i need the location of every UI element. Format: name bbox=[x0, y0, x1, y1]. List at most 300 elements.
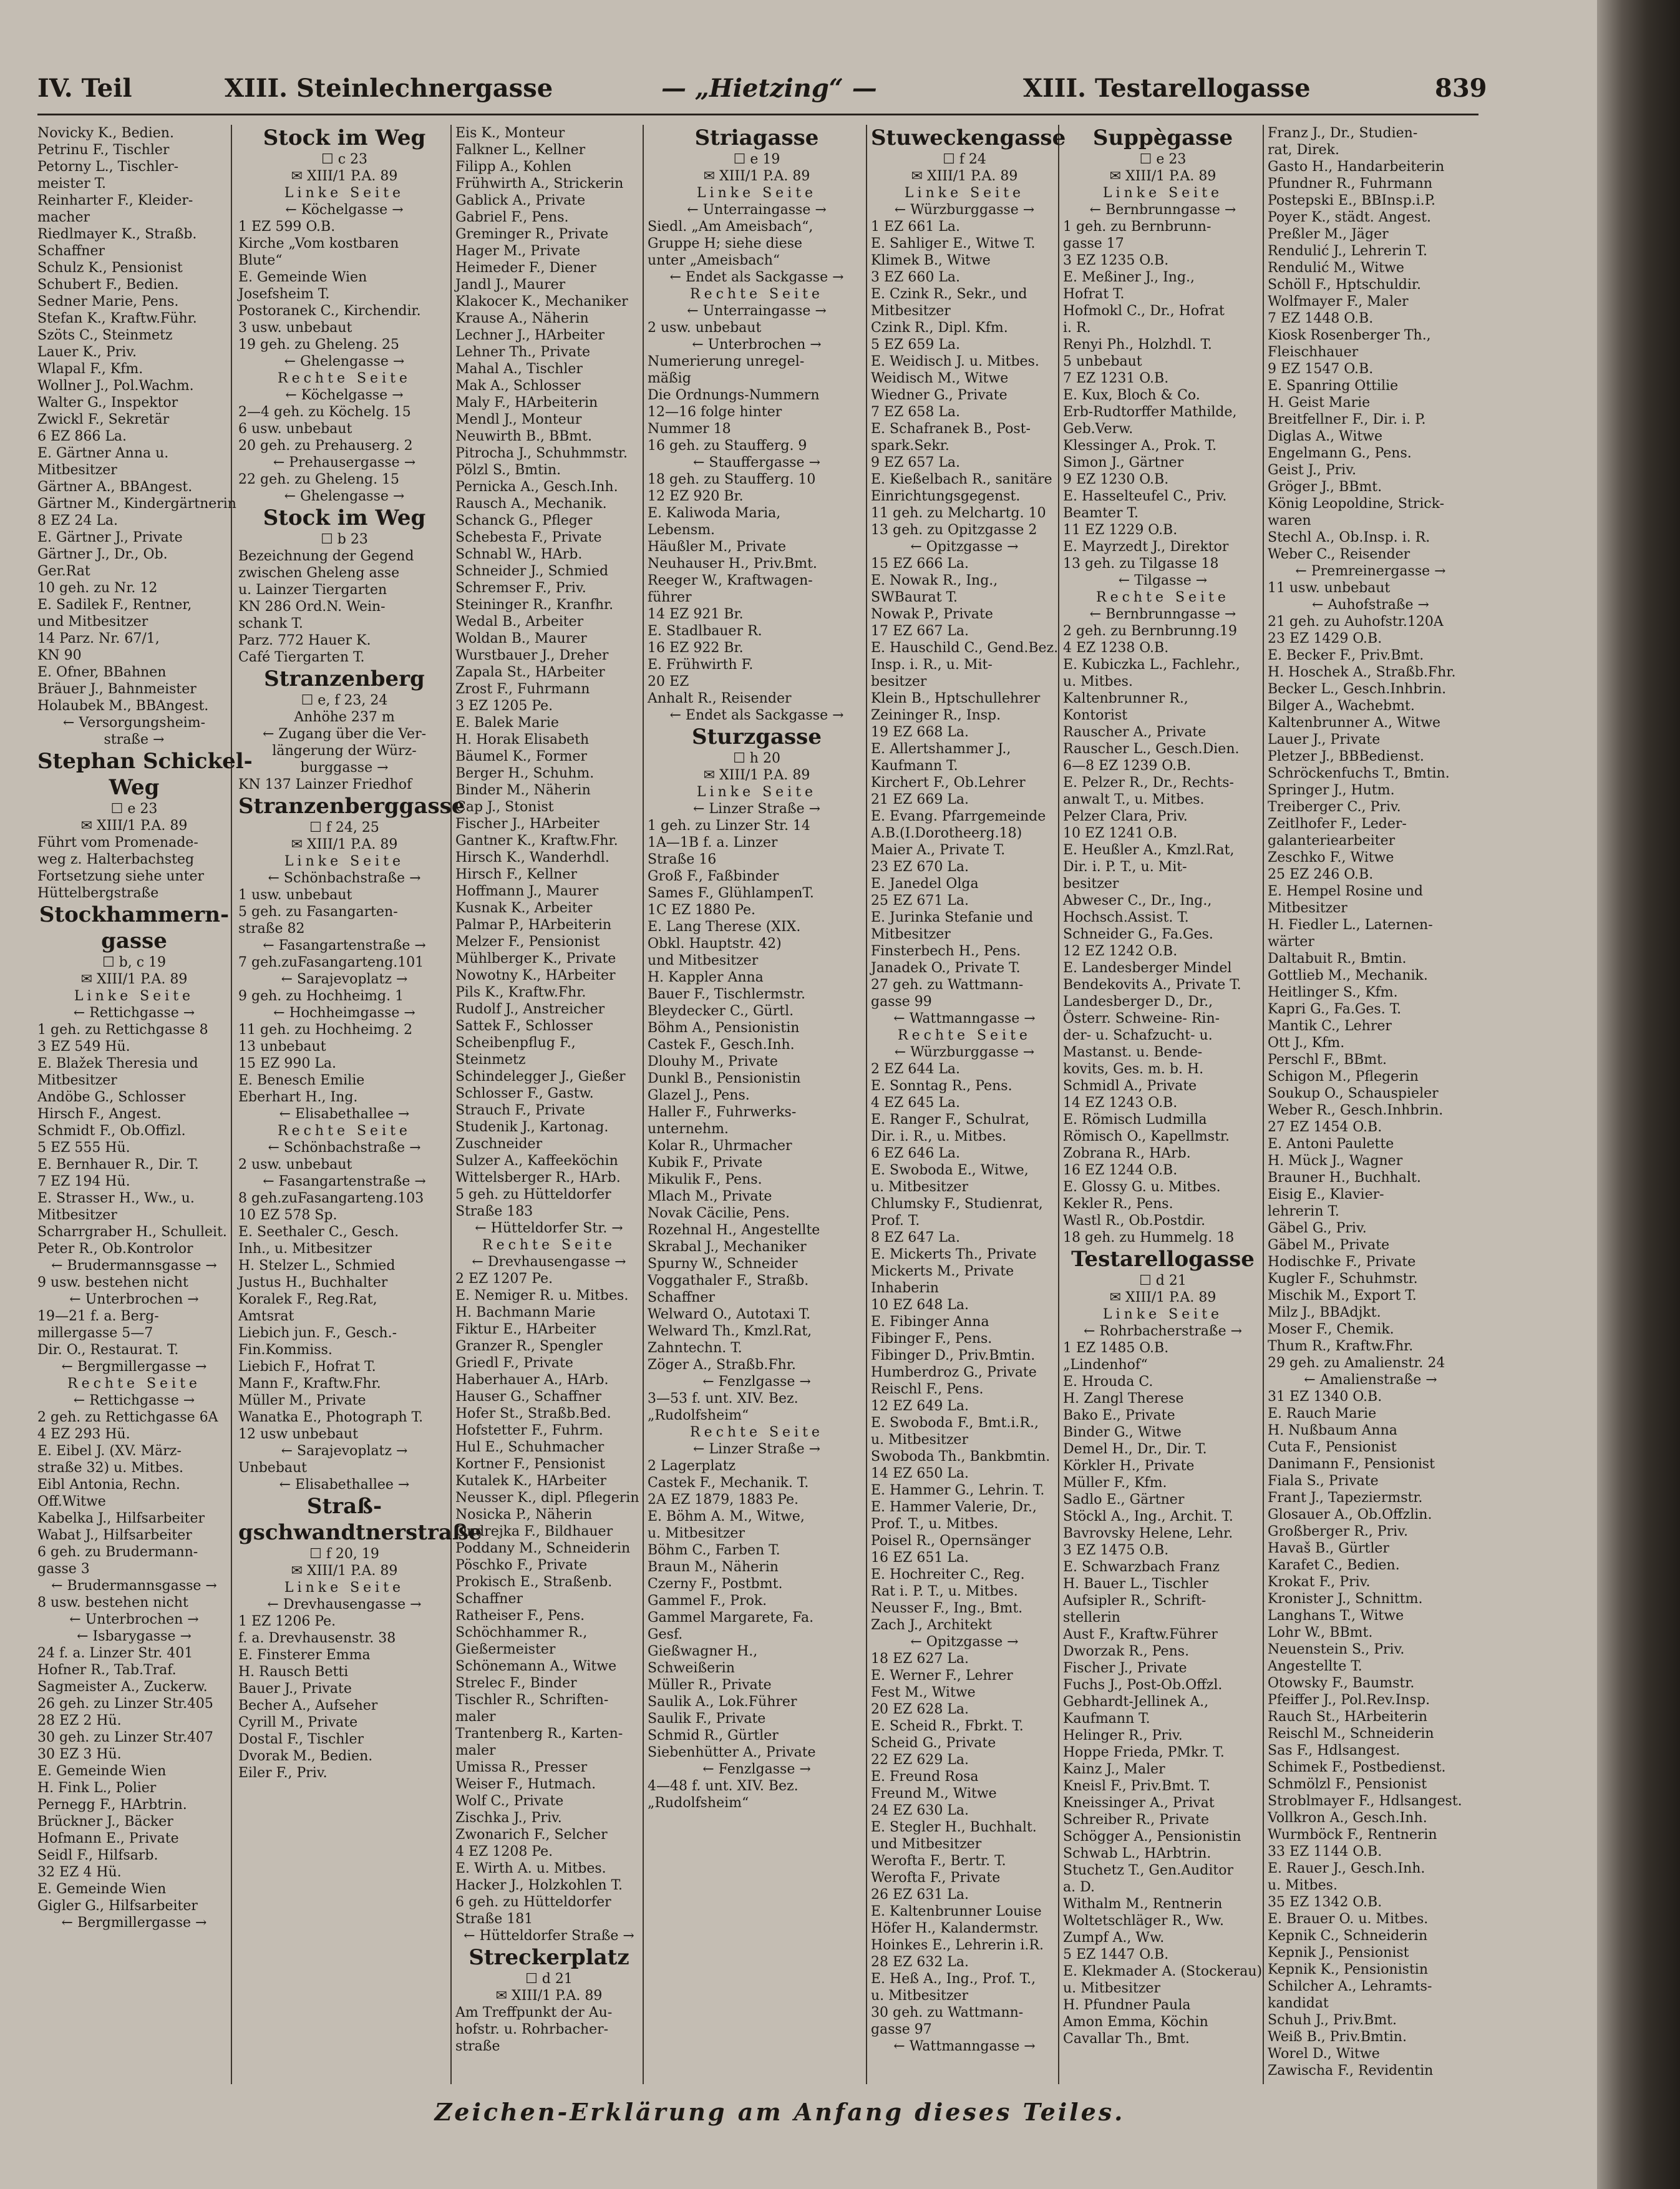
entry-line: 21 EZ 669 La. bbox=[871, 792, 969, 807]
cross-street: ← Unterbrochen → bbox=[69, 1612, 199, 1627]
entry-line: Fuchs J., Post-Ob.Offzl. bbox=[1063, 1677, 1223, 1693]
entry-line: Bako E., Private bbox=[1063, 1408, 1175, 1423]
entry-line: KN 90 bbox=[37, 648, 82, 663]
entry-line: Fibinger F., Pens. bbox=[871, 1331, 993, 1347]
entry-line: 1 geh. zu Rettichgasse 8 bbox=[37, 1022, 208, 1038]
entry-line: E. Gemeinde Wien bbox=[37, 1881, 167, 1897]
entry-line: spark.Sekr. bbox=[871, 438, 949, 454]
cross-street: ← Köchelgasse → bbox=[285, 202, 404, 218]
street-name: Weg bbox=[109, 775, 160, 800]
entry-line: Gröger J., BBmt. bbox=[1268, 479, 1382, 495]
entry-line: Liebich jun. F., Gesch.- bbox=[238, 1325, 397, 1341]
entry-line: Pletzer J., BBBedienst. bbox=[1268, 749, 1424, 764]
entry-line: Gammel F., Prok. bbox=[648, 1593, 767, 1609]
entry-line: Greminger R., Private bbox=[455, 227, 609, 242]
entry-line: Schmidt F., Ob.Offizl. bbox=[37, 1123, 186, 1139]
entry-line: f. a. Drevhausenstr. 38 bbox=[238, 1631, 396, 1646]
entry-line: Kneissinger A., Privat bbox=[1063, 1795, 1215, 1811]
entry-line: Hofer St., Straßb.Bed. bbox=[455, 1406, 611, 1421]
entry-line: Walter G., Inspektor bbox=[37, 395, 178, 411]
entry-line: Schulz K., Pensionist bbox=[37, 260, 183, 276]
directory-column-5 bbox=[871, 125, 1066, 2084]
street-meta: ✉ XIII/1 P.A. 89 bbox=[291, 837, 398, 852]
street-meta: ✉ XIII/1 P.A. 89 bbox=[703, 768, 810, 783]
entry-line: 3—53 f. unt. XIV. Bez. bbox=[648, 1391, 799, 1407]
entry-line: Schwab L., HArbtrin. bbox=[1063, 1846, 1211, 1861]
entry-line: Swoboda Th., Bankbmtin. bbox=[871, 1449, 1051, 1465]
entry-line: Andöbe G., Schlosser bbox=[37, 1090, 186, 1105]
entry-line: Pfundner R., Fuhrmann bbox=[1268, 176, 1433, 192]
cross-street: ← Fenzlgasse → bbox=[702, 1374, 811, 1390]
entry-line: E. Hauschild C., Gend.Bez. bbox=[871, 640, 1059, 656]
entry-line: Postepski E., BBInsp.i.P. bbox=[1268, 193, 1436, 208]
entry-line: E. Rauer J., Gesch.Inh. bbox=[1268, 1861, 1425, 1876]
side-label: Rechte Seite bbox=[1096, 590, 1230, 605]
entry-line: Kaltenbrunner A., Witwe bbox=[1268, 715, 1441, 731]
entry-line: Jandl J., Maurer bbox=[455, 277, 566, 293]
entry-line: Holaubek M., BBAngest. bbox=[37, 698, 209, 714]
cross-street: ← Isbarygasse → bbox=[77, 1629, 192, 1644]
entry-line: und Mitbesitzer bbox=[648, 953, 759, 968]
entry-line: Hofrat T. bbox=[1063, 286, 1125, 302]
entry-line: Führt vom Promenade- bbox=[37, 835, 198, 851]
entry-line: 7 EZ 1231 O.B. bbox=[1063, 371, 1169, 386]
cross-street: ← Wattmanngasse → bbox=[893, 2039, 1036, 2054]
cross-street: ← Stauffergasse → bbox=[692, 455, 820, 470]
entry-line: Café Tiergarten T. bbox=[238, 650, 365, 665]
entry-line: Parz. 772 Hauer K. bbox=[238, 633, 371, 648]
entry-line: Glosauer A., Ob.Offzlin. bbox=[1268, 1507, 1432, 1523]
street-name: Stephan Schickel- bbox=[37, 749, 253, 774]
entry-line: E. Schafranek B., Post- bbox=[871, 421, 1031, 437]
entry-line: Schneider G., Fa.Ges. bbox=[1063, 927, 1213, 942]
entry-line: Fleischhauer bbox=[1268, 344, 1359, 360]
entry-line: KN 286 Ord.N. Wein- bbox=[238, 599, 386, 615]
entry-line: Kirche „Vom kostbaren bbox=[238, 236, 399, 251]
entry-line: 1 geh. zu Linzer Str. 14 bbox=[648, 818, 810, 834]
entry-line: Wittelsberger R., HArb. bbox=[455, 1170, 621, 1186]
cross-street: ← Hütteldorfer Straße → bbox=[464, 1928, 634, 1944]
entry-line: Czink R., Dipl. Kfm. bbox=[871, 320, 1008, 336]
first-street-heading: XIII. Steinlechnergasse bbox=[225, 74, 553, 103]
entry-line: Granzer R., Spengler bbox=[455, 1338, 603, 1354]
entry-line: Mischik M., Export T. bbox=[1268, 1288, 1417, 1304]
entry-line: H. Kappler Anna bbox=[648, 970, 764, 985]
entry-line: Inh., u. Mitbesitzer bbox=[238, 1241, 372, 1257]
entry-line: Poddany M., Schneiderin bbox=[455, 1541, 631, 1556]
entry-line: u. Mitbes. bbox=[1063, 674, 1133, 690]
entry-line: Kusnak K., Arbeiter bbox=[455, 900, 593, 916]
entry-line: Steinmetz bbox=[455, 1052, 526, 1068]
entry-line: Schanck G., Pfleger bbox=[455, 513, 593, 529]
entry-line: 9 EZ 657 La. bbox=[871, 455, 961, 470]
entry-line: Thum R., Kraftw.Fhr. bbox=[1268, 1338, 1414, 1354]
entry-line: 31 EZ 1340 O.B. bbox=[1268, 1389, 1382, 1405]
entry-line: Geb.Verw. bbox=[1063, 421, 1134, 437]
entry-line: 24 EZ 630 La. bbox=[871, 1803, 969, 1818]
cross-street: ← Unterraingasse → bbox=[687, 202, 827, 218]
entry-line: Breitfellner F., Dir. i. P. bbox=[1268, 412, 1426, 427]
entry-line: A.B.(I.Dorotheerg.18) bbox=[871, 826, 1022, 841]
entry-line: 20 EZ 628 La. bbox=[871, 1702, 969, 1717]
entry-line: H. Geist Marie bbox=[1268, 395, 1371, 411]
entry-line: Kaltenbrunner R., bbox=[1063, 691, 1188, 706]
entry-line: Pöschko F., Private bbox=[455, 1558, 588, 1573]
entry-line: Stechl A., Ob.Insp. i. R. bbox=[1268, 530, 1430, 545]
entry-line: E. Scheid R., Fbrkt. T. bbox=[871, 1719, 1024, 1734]
entry-line: 2 usw. unbebaut bbox=[648, 320, 762, 336]
entry-line: Fischer J., Private bbox=[1063, 1660, 1187, 1676]
entry-line: Landesberger D., Dr., bbox=[1063, 994, 1213, 1010]
entry-line: 5 EZ 1447 O.B. bbox=[1063, 1947, 1169, 1962]
entry-line: E. Bernhauer R., Dir. T. bbox=[37, 1157, 199, 1173]
entry-line: E. Sahliger E., Witwe T. bbox=[871, 236, 1036, 251]
entry-line: Justus H., Buchhalter bbox=[238, 1275, 388, 1290]
entry-line: Wlapal F., Kfm. bbox=[37, 361, 143, 377]
side-label: Linke Seite bbox=[74, 988, 195, 1004]
entry-line: Schweißerin bbox=[648, 1660, 735, 1676]
street-name: Striagasse bbox=[694, 125, 819, 150]
entry-line: Ratheiser F., Pens. bbox=[455, 1608, 585, 1624]
street-meta: ✉ XIII/1 P.A. 89 bbox=[1109, 168, 1216, 184]
cross-street: ← Tilgasse → bbox=[1118, 573, 1208, 588]
entry-line: a. D. bbox=[1063, 1879, 1095, 1895]
entry-line: Pölzl S., Bmtin. bbox=[455, 462, 561, 478]
side-label: Linke Seite bbox=[284, 854, 405, 869]
entry-line: Gabriel F., Pens. bbox=[455, 210, 569, 225]
entry-line: Bleydecker C., Gürtl. bbox=[648, 1003, 794, 1019]
entry-line: Schremser F., Priv. bbox=[455, 580, 586, 596]
entry-line: stellerin bbox=[1063, 1610, 1120, 1626]
street-name: Testarellogasse bbox=[1071, 1247, 1255, 1272]
entry-line: Schuh J., Priv.Bmt. bbox=[1268, 2012, 1397, 2028]
side-label: Rechte Seite bbox=[67, 1376, 201, 1392]
entry-line: Franz J., Dr., Studien- bbox=[1268, 125, 1418, 141]
cross-street: straße → bbox=[104, 732, 165, 748]
entry-line: Rausch A., Mechanik. bbox=[455, 496, 607, 512]
entry-line: Scheibenpflug F., bbox=[455, 1035, 576, 1051]
entry-line: Schmidl A., Private bbox=[1063, 1078, 1197, 1094]
entry-line: kandidat bbox=[1268, 1996, 1329, 2011]
entry-line: Mühlberger K., Private bbox=[455, 951, 616, 967]
entry-line: Siebenhütter A., Private bbox=[648, 1745, 816, 1760]
entry-line: Hofstetter F., Fuhrm. bbox=[455, 1423, 603, 1438]
entry-line: Poyer K., städt. Angest. bbox=[1268, 210, 1431, 225]
directory-column-4 bbox=[648, 125, 867, 2084]
entry-line: 14 EZ 1243 O.B. bbox=[1063, 1095, 1178, 1111]
entry-line: Wurstbauer J., Dreher bbox=[455, 648, 609, 663]
cross-street: ← Fasangartenstraße → bbox=[263, 938, 426, 953]
entry-line: 12—16 folge hinter bbox=[648, 404, 782, 420]
street-meta: ☐ e 23 bbox=[110, 801, 158, 817]
entry-line: Glazel J., Pens. bbox=[648, 1088, 750, 1103]
entry-line: Dvorak M., Bedien. bbox=[238, 1748, 373, 1764]
entry-line: Straße 181 bbox=[455, 1911, 533, 1927]
entry-line: Amon Emma, Köchin bbox=[1063, 2014, 1208, 2030]
cross-street: ← Unterbrochen → bbox=[69, 1292, 199, 1307]
entry-line: 2 geh. zu Rettichgasse 6A bbox=[37, 1410, 218, 1425]
entry-line: 33 EZ 1144 O.B. bbox=[1268, 1844, 1382, 1860]
entry-line: i. R. bbox=[1063, 320, 1091, 336]
entry-line: 10 EZ 1241 O.B. bbox=[1063, 826, 1178, 841]
entry-line: 12 EZ 649 La. bbox=[871, 1398, 969, 1414]
entry-line: Fortsetzung siehe unter bbox=[37, 869, 205, 884]
entry-line: 15 EZ 990 La. bbox=[238, 1056, 337, 1071]
entry-line: Saulik A., Lok.Führer bbox=[648, 1694, 797, 1710]
cross-street: ← Unterbrochen → bbox=[692, 337, 822, 353]
entry-line: Binder G., Witwe bbox=[1063, 1425, 1182, 1440]
entry-line: E. Wirth A. u. Mitbes. bbox=[455, 1861, 606, 1876]
entry-line: Kolar R., Uhrmacher bbox=[648, 1138, 792, 1154]
entry-line: Haller F., Fuhrwerks- bbox=[648, 1104, 797, 1120]
entry-line: Novicky K., Bedien. bbox=[37, 125, 174, 141]
cross-street: längerung der Würz- bbox=[272, 743, 417, 759]
entry-line: 6 usw. unbebaut bbox=[238, 421, 352, 437]
entry-line: Schindelegger J., Gießer bbox=[455, 1069, 626, 1085]
entry-line: u. Lainzer Tiergarten bbox=[238, 582, 387, 598]
entry-line: Kortner F., Pensionist bbox=[455, 1456, 605, 1472]
entry-line: H. Zangl Therese bbox=[1063, 1391, 1184, 1407]
entry-line: 5 geh. zu Hütteldorfer bbox=[455, 1187, 611, 1202]
entry-line: E. Kaltenbrunner Louise bbox=[871, 1904, 1042, 1919]
entry-line: E. Stadlbauer R. bbox=[648, 623, 762, 639]
entry-line: Eis K., Monteur bbox=[455, 125, 565, 141]
entry-line: Mikulik F., Pens. bbox=[648, 1172, 762, 1187]
entry-line: 22 geh. zu Gheleng. 15 bbox=[238, 472, 400, 487]
street-name: Stranzenberg bbox=[264, 666, 425, 691]
street-meta: ☐ d 21 bbox=[1139, 1273, 1187, 1289]
entry-line: Geist J., Priv. bbox=[1268, 462, 1357, 478]
entry-line: Cyrill M., Private bbox=[238, 1715, 358, 1730]
entry-line: Kabelka J., Hilfsarbeiter bbox=[37, 1511, 205, 1526]
book-binding-edge bbox=[1597, 0, 1680, 2189]
entry-line: 22 EZ 629 La. bbox=[871, 1752, 969, 1768]
entry-line: H. Fiedler L., Laternen- bbox=[1268, 917, 1433, 933]
cross-street: ← Endet als Sackgasse → bbox=[669, 708, 844, 723]
entry-line: E. Fibinger Anna bbox=[871, 1314, 989, 1330]
entry-line: Ger.Rat bbox=[37, 563, 90, 579]
entry-line: Scharrgraber H., Schulleit. bbox=[37, 1224, 227, 1240]
cross-street: ← Köchelgasse → bbox=[285, 388, 404, 403]
section-label: IV. Teil bbox=[37, 74, 132, 103]
entry-line: 3 EZ 660 La. bbox=[871, 270, 961, 285]
entry-line: E. Hempel Rosine und bbox=[1268, 884, 1423, 899]
entry-line: Hüttelbergstraße bbox=[37, 885, 159, 901]
entry-line: Diglas A., Witwe bbox=[1268, 429, 1383, 444]
entry-line: Hirsch F., Kellner bbox=[455, 867, 577, 882]
entry-line: 30 geh. zu Wattmann- bbox=[871, 2005, 1024, 2021]
entry-line: Milz J., BBAdjkt. bbox=[1268, 1305, 1381, 1320]
entry-line: Petorny L., Tischler- bbox=[37, 159, 179, 175]
entry-line: Am Treffpunkt der Au- bbox=[455, 2005, 613, 2021]
entry-line: Die Ordnungs-Nummern bbox=[648, 388, 820, 403]
entry-line: maler bbox=[455, 1709, 496, 1725]
entry-line: Castek F., Mechanik. T. bbox=[648, 1475, 809, 1491]
entry-line: E. Hammer Valerie, Dr., bbox=[871, 1499, 1037, 1515]
entry-line: Werofta F., Bertr. T. bbox=[871, 1853, 1006, 1869]
entry-line: 26 geh. zu Linzer Str.405 bbox=[37, 1696, 213, 1712]
entry-line: Zeininger R., Insp. bbox=[871, 708, 1001, 723]
entry-line: 11 geh. zu Melchartg. 10 bbox=[871, 505, 1046, 521]
entry-line: E. Hammer G., Lehrin. T. bbox=[871, 1483, 1045, 1498]
street-name: Streckerplatz bbox=[469, 1945, 629, 1970]
entry-line: Bezeichnung der Gegend bbox=[238, 548, 414, 564]
entry-line: Griedl F., Private bbox=[455, 1355, 573, 1371]
entry-line: E. Swoboda E., Witwe, bbox=[871, 1163, 1029, 1178]
entry-line: Fibinger D., Priv.Bmtin. bbox=[871, 1348, 1036, 1363]
entry-line: kovits, Ges. m. b. H. bbox=[1063, 1061, 1204, 1077]
entry-line: Lohr W., BBmt. bbox=[1268, 1625, 1373, 1641]
entry-line: Schöll F., Hptschuldir. bbox=[1268, 277, 1421, 293]
entry-line: E. Lang Therese (XIX. bbox=[648, 919, 801, 935]
entry-line: Cap J., Stonist bbox=[455, 799, 554, 815]
entry-line: 16 EZ 651 La. bbox=[871, 1550, 969, 1566]
entry-line: E. Ofner, BBahnen bbox=[37, 665, 167, 680]
entry-line: Neusser K., dipl. Pflegerin bbox=[455, 1490, 639, 1506]
street-name: Stock im Weg bbox=[263, 125, 426, 150]
entry-line: Schröckenfuchs T., Bmtin. bbox=[1268, 766, 1450, 781]
entry-line: Kapri G., Fa.Ges. T. bbox=[1268, 1002, 1402, 1017]
entry-line: Riedlmayer K., Straßb. bbox=[37, 227, 197, 242]
cross-street: ← Premreinergasse → bbox=[1295, 563, 1446, 579]
entry-line: Melzer F., Pensionist bbox=[455, 934, 600, 950]
entry-line: Humberdroz G., Private bbox=[871, 1365, 1037, 1380]
entry-line: 7 EZ 658 La. bbox=[871, 404, 961, 420]
side-label: Linke Seite bbox=[284, 1580, 405, 1596]
entry-line: Haberhauer A., HArb. bbox=[455, 1372, 609, 1388]
entry-line: Zöger A., Straßb.Fhr. bbox=[648, 1357, 796, 1373]
entry-line: Eiler F., Priv. bbox=[238, 1765, 328, 1781]
entry-line: E. Allertshammer J., bbox=[871, 741, 1011, 757]
entry-line: Anhalt R., Reisender bbox=[648, 691, 792, 706]
entry-line: E. Hrouda C. bbox=[1063, 1374, 1153, 1390]
entry-line: Hacker J., Holzkohlen T. bbox=[455, 1878, 623, 1893]
entry-line: 1 geh. zu Bernbrunn- bbox=[1063, 219, 1211, 235]
entry-line: Zeschko F., Witwe bbox=[1268, 850, 1394, 865]
entry-line: E. Jurinka Stefanie und bbox=[871, 910, 1034, 925]
entry-line: Rendulić M., Witwe bbox=[1268, 260, 1404, 276]
entry-line: Zeitlhofer F., Leder- bbox=[1268, 816, 1407, 832]
entry-line: Gammel Margarete, Fa. bbox=[648, 1610, 814, 1626]
entry-line: Weber R., Gesch.Inhbrin. bbox=[1268, 1103, 1444, 1118]
entry-line: Mitbesitzer bbox=[1268, 900, 1347, 916]
entry-line: Reeger W., Kraftwagen- bbox=[648, 573, 813, 588]
entry-line: Mitbesitzer bbox=[871, 927, 951, 942]
entry-line: Woltetschläger R., Ww. bbox=[1063, 1913, 1225, 1929]
entry-line: Postoranek C., Kirchendir. bbox=[238, 303, 421, 319]
entry-line: Kronister J., Schnittm. bbox=[1268, 1591, 1423, 1607]
entry-line: Schöchhammer R., bbox=[455, 1625, 588, 1641]
entry-line: 21 geh. zu Auhofstr.120A bbox=[1268, 614, 1444, 630]
entry-line: 1 EZ 1206 Pe. bbox=[238, 1614, 336, 1629]
entry-line: Dworzak R., Pens. bbox=[1063, 1644, 1190, 1659]
entry-line: Castek F., Gesch.Inh. bbox=[648, 1037, 795, 1053]
entry-line: E. Sadilek F., Rentner, bbox=[37, 597, 192, 613]
last-street-heading: XIII. Testarellogasse bbox=[1023, 74, 1311, 103]
entry-line: Cavallar Th., Bmt. bbox=[1063, 2031, 1190, 2047]
entry-line: 11 geh. zu Hochheimg. 2 bbox=[238, 1022, 413, 1038]
entry-line: H. Bachmann Marie bbox=[455, 1305, 596, 1320]
entry-line: Nosicka P., Näherin bbox=[455, 1507, 593, 1523]
entry-line: E. Schwarzbach Franz bbox=[1063, 1559, 1220, 1575]
entry-line: millergasse 5—7 bbox=[37, 1325, 153, 1341]
street-meta: ☐ h 20 bbox=[733, 751, 780, 766]
entry-line: Aust F., Kraftw.Führer bbox=[1063, 1627, 1218, 1642]
entry-line: Zach J., Architekt bbox=[871, 1617, 992, 1633]
directory-column-3 bbox=[455, 125, 644, 2084]
entry-line: Zapala St., HArbeiter bbox=[455, 665, 605, 680]
entry-line: straße 32) u. Mitbes. bbox=[37, 1460, 183, 1476]
entry-line: Kneisl F., Priv.Bmt. T. bbox=[1063, 1778, 1211, 1794]
entry-line: Körkler H., Private bbox=[1063, 1458, 1195, 1474]
side-label: Linke Seite bbox=[696, 784, 817, 800]
cross-street: ← Würzburggasse → bbox=[894, 202, 1035, 218]
entry-line: „Rudolfsheim“ bbox=[648, 1795, 749, 1811]
entry-line: unter „Ameisbach“ bbox=[648, 253, 780, 268]
entry-line: Rozehnal H., Angestellte bbox=[648, 1222, 820, 1238]
entry-line: 1 EZ 599 O.B. bbox=[238, 219, 336, 235]
entry-line: 4 EZ 1238 O.B. bbox=[1063, 640, 1169, 656]
entry-line: 16 EZ 1244 O.B. bbox=[1063, 1163, 1178, 1178]
entry-line: Römisch O., Kapellmstr. bbox=[1063, 1129, 1230, 1144]
entry-line: Helinger R., Priv. bbox=[1063, 1728, 1183, 1743]
street-name: gschwandtnerstraße bbox=[238, 1520, 482, 1545]
entry-line: E. Werner F., Lehrer bbox=[871, 1668, 1013, 1684]
entry-line: Österr. Schweine- Rin- bbox=[1063, 1011, 1220, 1026]
entry-line: Renyi Ph., Holzhdl. T. bbox=[1063, 337, 1212, 353]
entry-line: Werofta F., Private bbox=[871, 1870, 1001, 1886]
entry-line: Mantik C., Lehrer bbox=[1268, 1018, 1392, 1034]
entry-line: Hirsch K., Wanderhdl. bbox=[455, 850, 609, 865]
cross-street: ← Drevhausengasse → bbox=[472, 1254, 626, 1270]
entry-line: Soukup O., Schauspieler bbox=[1268, 1086, 1439, 1101]
entry-line: 19 geh. zu Gheleng. 25 bbox=[238, 337, 400, 353]
entry-line: E. Heß A., Ing., Prof. T., bbox=[871, 1971, 1036, 1987]
entry-line: E. Gemeinde Wien bbox=[238, 270, 367, 285]
side-label: Linke Seite bbox=[1102, 185, 1223, 201]
entry-line: Schimek F., Postbedienst. bbox=[1268, 1760, 1446, 1775]
entry-line: H. Mück J., Wagner bbox=[1268, 1153, 1403, 1169]
entry-line: Pernegg F., HArbtrin. bbox=[37, 1797, 187, 1813]
entry-line: 7 EZ 1448 O.B. bbox=[1268, 311, 1374, 326]
entry-line: 3 usw. unbebaut bbox=[238, 320, 352, 336]
entry-line: Reischl F., Pens. bbox=[871, 1382, 984, 1397]
entry-line: Zawischa F., Revidentin bbox=[1268, 2063, 1434, 2079]
entry-line: 30 EZ 3 Hü. bbox=[37, 1747, 122, 1762]
entry-line: Rauscher L., Gesch.Dien. bbox=[1063, 741, 1240, 757]
entry-line: 14 Parz. Nr. 67/1, bbox=[37, 631, 160, 646]
entry-line: Eisig E., Klavier- bbox=[1268, 1187, 1384, 1202]
entry-line: Gesf. bbox=[648, 1627, 683, 1642]
street-name: gasse bbox=[101, 929, 167, 953]
entry-line: Aufsipler R., Schrift- bbox=[1063, 1593, 1207, 1609]
entry-line: Groß F., Faßbinder bbox=[648, 869, 779, 884]
entry-line: Hauser G., Schaffner bbox=[455, 1389, 602, 1405]
entry-line: Beamter T. bbox=[1063, 505, 1139, 521]
entry-line: Off.Witwe bbox=[37, 1494, 106, 1509]
entry-line: Obkl. Hauptstr. 42) bbox=[648, 936, 782, 952]
entry-line: 6 EZ 646 La. bbox=[871, 1146, 961, 1161]
entry-line: E. Janedel Olga bbox=[871, 876, 979, 892]
cross-street: ← Wattmanngasse → bbox=[893, 1011, 1036, 1026]
entry-line: Inhaberin bbox=[871, 1280, 939, 1296]
entry-line: Fest M., Witwe bbox=[871, 1685, 976, 1700]
entry-line: u. Mitbes. bbox=[1268, 1878, 1338, 1893]
entry-line: Klein B., Hptschullehrer bbox=[871, 691, 1041, 706]
entry-line: H. Pfundner Paula bbox=[1063, 1997, 1191, 2013]
entry-line: Rat i. P. T., u. Mitbes. bbox=[871, 1584, 1018, 1599]
entry-line: Moser F., Chemik. bbox=[1268, 1322, 1394, 1337]
